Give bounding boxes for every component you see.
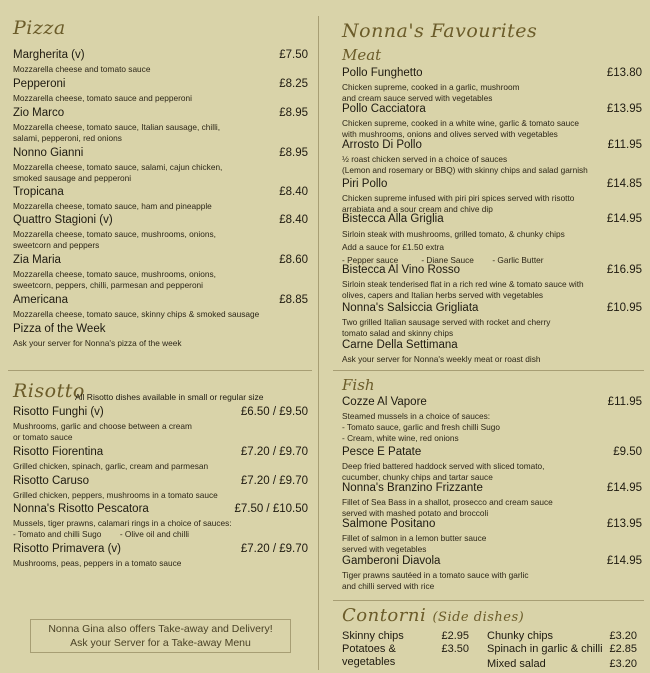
contorni-title: Contorni (342, 605, 427, 626)
item-price: £11.95 (607, 139, 642, 151)
item-name: Piri Pollo (342, 178, 388, 190)
item-price: £8.40 (279, 214, 308, 226)
side-price: £2.95 (441, 630, 469, 642)
item-price: £8.40 (279, 186, 308, 198)
item-name: Tropicana (13, 186, 64, 198)
side-name: Skinny chips (342, 630, 404, 642)
item-name: Pizza of the Week (13, 323, 106, 335)
takeaway-line-1: Nonna Gina also offers Take-away and Delivery! (48, 623, 273, 635)
item-name: Pollo Funghetto (342, 67, 423, 79)
item-description: Fillet of Sea Bass in a shallot, prosecco and cream sauce served with mashed potato and broccoli (342, 497, 553, 518)
item-name: Zia Maria (13, 254, 61, 266)
risotto-heading: Risotto (13, 380, 85, 402)
item-description: Ask your server for Nonna's pizza of the week (13, 338, 182, 348)
item-price: £10.95 (606, 302, 642, 314)
item-description: Ask your server for Nonna's weekly meat or roast dish (342, 354, 541, 364)
item-name: Bistecca Alla Griglia (342, 213, 444, 225)
item-description: Two grilled Italian sausage served with rocket and cherry tomato salad and skinny chips (342, 317, 551, 338)
side-price: £3.20 (609, 658, 637, 670)
item-description: Mozzarella cheese, tomato sauce, salami, cajun chicken, smoked sausage and pepperoni (13, 162, 223, 183)
item-name: Risotto Funghi (v) (13, 406, 104, 418)
item-price: £14.85 (606, 178, 642, 190)
favourites-heading: Nonna's Favourites (342, 20, 538, 42)
item-price: £7.50 (279, 49, 308, 61)
side-price: £3.20 (609, 630, 637, 642)
item-description: Chicken supreme, cooked in a garlic, mushroom and cream sauce served with vegetables (342, 82, 520, 103)
side-price: £2.85 (609, 643, 637, 655)
item-description: Fillet of salmon in a lemon butter sauce served with vegetables (342, 533, 487, 554)
item-price: £13.80 (606, 67, 642, 79)
item-name: Nonna's Salsiccia Grigliata (342, 302, 479, 314)
side-name: Potatoes & vegetables (342, 643, 396, 668)
item-name: Bistecca Al Vino Rosso (342, 264, 461, 276)
item-name: Margherita (v) (13, 49, 85, 61)
item-price: £16.95 (606, 264, 642, 276)
item-name: Arrosto Di Pollo (342, 139, 422, 151)
risotto-note: All Risotto dishes available in small or regular size (75, 392, 264, 402)
section-divider (8, 370, 312, 371)
item-name: Risotto Caruso (13, 475, 90, 487)
item-description: Sirloin steak tenderised flat in a rich red wine & tomato sauce with olives, capers and Italian herbs served with vegetables (342, 279, 584, 300)
item-description: Mushrooms, garlic and choose between a cream or tomato sauce (13, 421, 192, 442)
item-price: £14.95 (606, 482, 642, 494)
item-description: Mushrooms, peas, peppers in a tomato sauce (13, 558, 182, 568)
item-price: £8.95 (279, 107, 308, 119)
item-description: Sirloin steak with mushrooms, grilled tomato, & chunky chips Add a sauce for £1.50 extra - Pepper sauce - Diane Sauce - Garlic Butter (342, 229, 565, 265)
item-name: Risotto Primavera (v) (13, 543, 121, 555)
item-price: £14.95 (606, 213, 642, 225)
section-divider (333, 370, 644, 371)
side-name: Chunky chips (487, 630, 554, 642)
item-name: Carne Della Settimana (342, 339, 458, 351)
item-name: Nonna's Branzino Frizzante (342, 482, 483, 494)
item-description: Mozzarella cheese, tomato sauce, mushrooms, onions, sweetcorn, peppers, chilli, parmesan and pepperoni (13, 269, 216, 290)
item-price: £13.95 (606, 518, 642, 530)
side-name: Spinach in garlic & chilli (487, 643, 603, 655)
item-price: £8.25 (279, 78, 308, 90)
item-name: Pepperoni (13, 78, 66, 90)
item-price: £8.95 (279, 147, 308, 159)
item-name: Gamberoni Diavola (342, 555, 441, 567)
item-name: Pesce E Patate (342, 446, 422, 458)
item-description: Mozzarella cheese, tomato sauce and pepperoni (13, 93, 192, 103)
meat-heading: Meat (342, 46, 382, 64)
takeaway-line-2: Ask your Server for a Take-away Menu (70, 637, 251, 649)
item-description: Mozzarella cheese, tomato sauce, Italian sausage, chilli, salami, pepperoni, red onions (13, 122, 221, 143)
item-price: £8.60 (279, 254, 308, 266)
contorni-subtitle: (Side dishes) (432, 610, 525, 625)
side-name: Mixed salad (487, 658, 546, 670)
item-description: Mozzarella cheese, tomato sauce, skinny chips & smoked sausage (13, 309, 260, 319)
item-description: Grilled chicken, peppers, mushrooms in a tomato sauce (13, 490, 218, 500)
item-price: £7.50 / £10.50 (234, 503, 308, 515)
item-description: Mussels, tiger prawns, calamari rings in a choice of sauces: - Tomato and chilli Sugo - Olive oil and chilli (13, 518, 232, 539)
item-price: £7.20 / £9.70 (240, 446, 308, 458)
column-divider (318, 16, 319, 670)
item-name: Nonna's Risotto Pescatora (13, 503, 149, 515)
item-name: Americana (13, 294, 68, 306)
item-price: £9.50 (613, 446, 642, 458)
item-price: £7.20 / £9.70 (240, 475, 308, 487)
item-description: Mozzarella cheese and tomato sauce (13, 64, 151, 74)
item-description: Mozzarella cheese, tomato sauce, ham and pineapple (13, 201, 212, 211)
takeaway-box (30, 619, 291, 653)
item-description: Tiger prawns sautéed in a tomato sauce with garlic and chilli served with rice (342, 570, 529, 591)
item-price: £14.95 (606, 555, 642, 567)
item-name: Quattro Stagioni (v) (13, 214, 113, 226)
contorni-heading (342, 605, 524, 626)
item-name: Risotto Fiorentina (13, 446, 104, 458)
item-description: Mozzarella cheese, tomato sauce, mushrooms, onions, sweetcorn and peppers (13, 229, 216, 250)
section-divider (333, 600, 644, 601)
item-price: £11.95 (607, 396, 642, 408)
item-description: Deep fried battered haddock served with sliced tomato, cucumber, chunky chips and tartar sauce (342, 461, 545, 482)
item-price: £13.95 (606, 103, 642, 115)
item-description: ½ roast chicken served in a choice of sauces (Lemon and rosemary or BBQ) with skinny chips and salad garnish (342, 154, 588, 175)
side-price: £3.50 (441, 643, 469, 655)
item-name: Nonno Gianni (13, 147, 84, 159)
fish-heading: Fish (342, 376, 375, 394)
pizza-heading: Pizza (13, 17, 66, 39)
item-name: Salmone Positano (342, 518, 436, 530)
item-description: Grilled chicken, spinach, garlic, cream and parmesan (13, 461, 209, 471)
item-description: Steamed mussels in a choice of sauces: - Tomato sauce, garlic and fresh chilli Sugo - Cream, white wine, red onions (342, 411, 501, 443)
item-description: Chicken supreme infused with piri piri spices served with risotto arrabiata and a sour cream and chive dip (342, 193, 575, 214)
item-price: £6.50 / £9.50 (240, 406, 308, 418)
item-name: Pollo Cacciatora (342, 103, 426, 115)
item-price: £7.20 / £9.70 (240, 543, 308, 555)
item-description: Chicken supreme, cooked in a white wine, garlic & tomato sauce with mushrooms, onions and olives served with vegetables (342, 118, 580, 139)
item-price: £8.85 (279, 294, 308, 306)
item-name: Zio Marco (13, 107, 65, 119)
item-name: Cozze Al Vapore (342, 396, 427, 408)
